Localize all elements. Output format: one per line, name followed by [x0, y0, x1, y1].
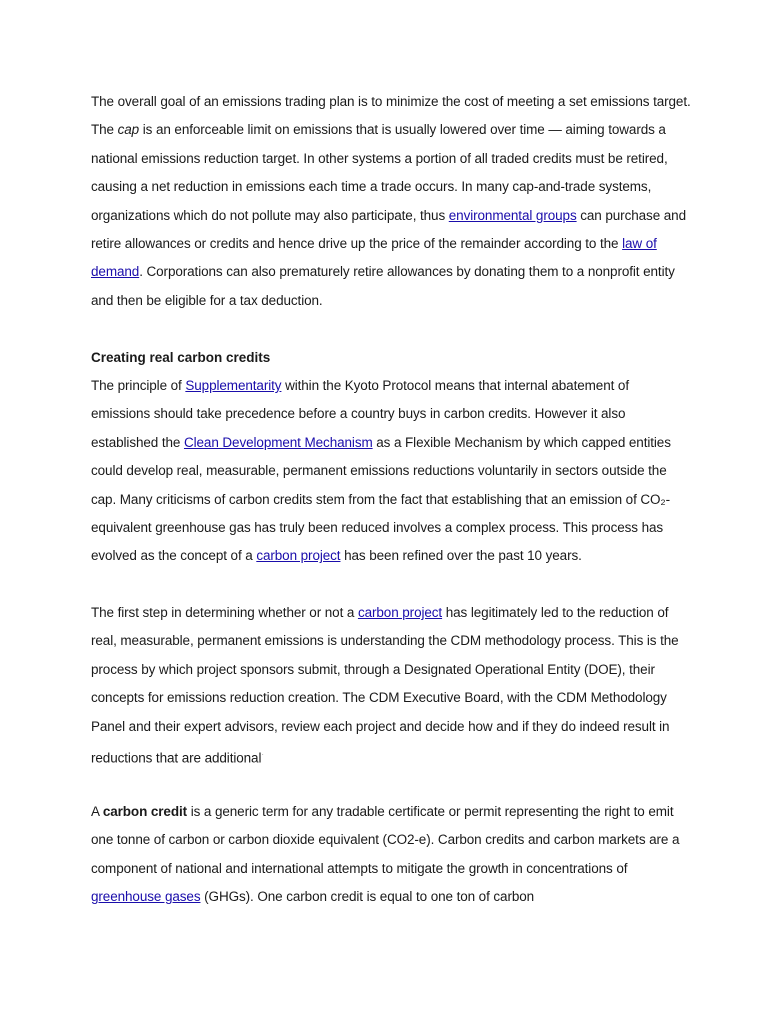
text: The first step in determining whether or not a	[91, 605, 358, 620]
text: The principle of	[91, 378, 186, 393]
text: . Corporations can also prematurely retire allowances by donating them to a nonprofit entity and then be eligible for a tax deduction.	[91, 264, 675, 308]
text: has been refined over the past 10 years.	[340, 548, 582, 564]
text: The overall goal of an emissions trading plan is to minimize the cost of meeting a set emissions target. The	[91, 94, 691, 138]
paragraph-supplementarity	[91, 372, 691, 571]
link-environmental-groups[interactable]: environmental groups	[448, 207, 577, 223]
text: within the Kyoto Protocol means that internal abatement of emissions should take precedence before a country buys in carbon credits. However it also established the	[91, 378, 629, 450]
carbon-credit-term: carbon credit	[102, 804, 188, 819]
cap-term: cap	[117, 122, 140, 138]
link-law-of-demand[interactable]: law of demand	[91, 236, 657, 280]
text: (GHGs). One carbon credit is equal to one ton of carbon	[200, 889, 535, 905]
paragraph-carbon-credit	[91, 798, 691, 912]
link-carbon-project-2[interactable]: carbon project	[357, 605, 443, 620]
link-supplementarity[interactable]: Supplementarity	[185, 378, 282, 393]
footnote-marker: ·	[261, 750, 264, 760]
section-heading: Creating real carbon credits	[91, 350, 271, 365]
link-carbon-project[interactable]: carbon project	[256, 548, 341, 564]
text: as a Flexible Mechanism by which capped entities could develop real, measurable, permanent emissions reductions voluntarily in sectors outside the cap. Many criticisms of carbon credits stem from the fact that establishing that an emission of CO₂-equivalent greenhouse gas has truly been reduced involves a complex process. This process has evolved as the concept of a	[91, 434, 671, 564]
text: has legitimately led to the reduction of real, measurable, permanent emissions is understanding the CDM methodology process. This is the process by which project sponsors submit, through a Designated Operational Entity (DOE), their concepts for emissions reduction creation. The CDM Executive Board, with the CDM Methodology Panel and their expert advisors, review each project and decide how and if they do indeed result in reductions that are additional	[91, 605, 679, 766]
text: is a generic term for any tradable certificate or permit representing the right to emit one tonne of carbon or carbon dioxide equivalent (CO2-e). Carbon credits and carbon markets are a component of national and international attempts to mitigate the growth in concentrations of	[91, 804, 680, 876]
paragraph-emissions-trading	[91, 88, 691, 315]
text: is an enforceable limit on emissions that is usually lowered over time — aiming towards a national emissions reduction target. In other systems a portion of all traded credits must be retired, causing a net reduction in emissions each time a trade occurs. In many cap-and-trade systems, organizations which do not pollute may also participate, thus	[91, 122, 668, 223]
text: A	[91, 804, 103, 819]
link-greenhouse-gases[interactable]: greenhouse gases	[91, 889, 201, 905]
text: can purchase and retire allowances or credits and hence drive up the price of the remainder according to the	[91, 207, 686, 252]
link-clean-development-mechanism[interactable]: Clean Development Mechanism	[183, 434, 373, 450]
paragraph-cdm-methodology	[91, 599, 691, 773]
